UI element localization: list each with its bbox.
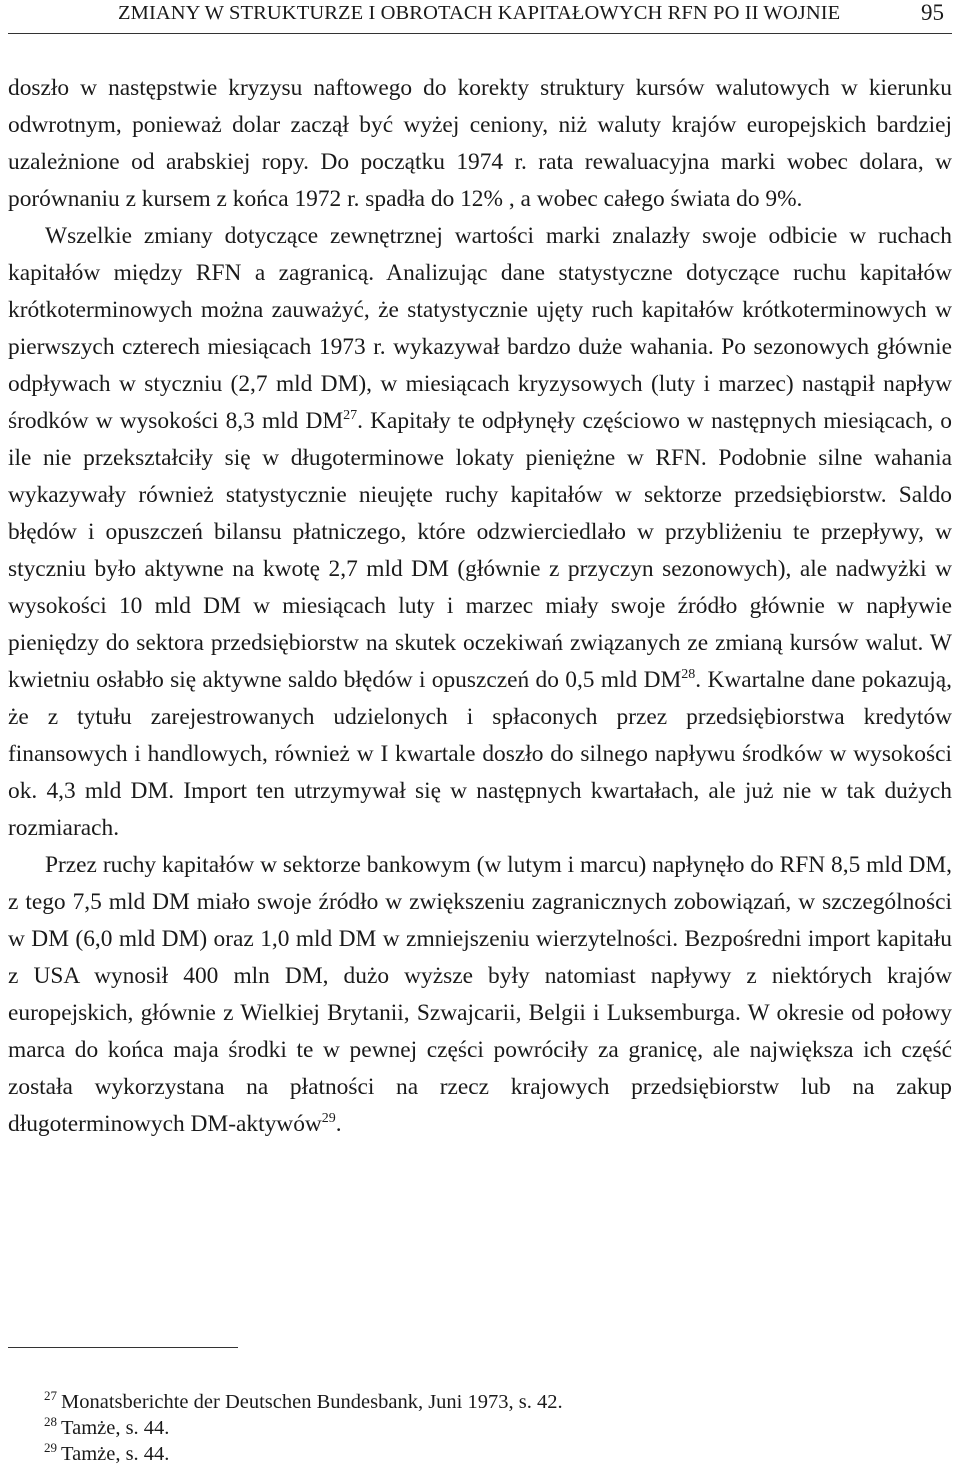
paragraph-2-text-a: Wszelkie zmiany dotyczące zewnętrznej wartości marki znalazły swoje odbicie w ruchach kapitałów między RFN a zagranicą. Analizując dane statystyczne dotyczące ruchu kapitałów krótkoterminowych można zauważyć, że statystycznie ujęty ruch kapitałów krótkoterminowych w pierwszych czterech miesiącach 1973 r. wykazywał bardzo duże wahania. Po sezonowych głównie odpływach w styczniu (2,7 mld DM), w miesiącach kryzysowych (luty i marzec) nastąpił napływ środków w wysokości 8,3 mld DM: [8, 223, 952, 434]
footnote-27: [44, 1389, 563, 1415]
footnote-number: 27: [44, 1388, 57, 1403]
footnote-29: [44, 1441, 563, 1467]
footnote-ref-28[interactable]: 28: [681, 667, 696, 682]
running-title: ZMIANY W STRUKTURZE I OBROTACH KAPITAŁOWYCH RFN PO II WOJNIE: [118, 2, 841, 24]
footnote-text: Monatsberichte der Deutschen Bundesbank, Juni 1973, s. 42.: [61, 1391, 563, 1413]
paragraph-3-text-b: .: [335, 1111, 342, 1137]
body-text: [8, 70, 952, 1143]
footnote-number: 28: [44, 1414, 57, 1429]
paragraph-2-text-b: . Kapitały te odpłynęły częściowo w następnych miesiącach, o ile nie przekształciły się w długoterminowe lokaty pieniężne w RFN. Podobnie silne wahania wykazywały również statystycznie nieujęte ruchy kapitałów w sektorze przedsiębiorstw. Saldo błędów i opuszczeń bilansu płatniczego, które odzwierciedlało w przybliżeniu te przepływy, w styczniu było aktywne na kwotę 2,7 mld DM (głównie z przyczyn sezonowych), ale nadwyżki w wysokości 10 mld DM w miesiącach luty i marzec miały swoje źródło głównie w napływie pieniędzy do sektora przedsiębiorstw na skutek oczekiwań związanych ze zmianą kursów walut. W kwietniu osłabło się aktywne saldo błędów i opuszczeń do 0,5 mld DM: [8, 408, 952, 693]
paragraph-3-text-a: Przez ruchy kapitałów w sektorze bankowym (w lutym i marcu) napłynęło do RFN 8,5 mld DM, z tego 7,5 mld DM miało swoje źródło w zwiększeniu zagranicznych zobowiązań, w szczególności w DM (6,0 mld DM) oraz 1,0 mld DM w zmniejszeniu wierzytelności. Bezpośredni import kapitału z USA wynosił 400 mln DM, dużo wyższe były natomiast napływy z niektórych krajów europejskich, głównie z Wielkiej Brytanii, Szwajcarii, Belgii i Luksemburga. W okresie od połowy marca do końca maja środki te w pewnej części powróciły za granicę, ale największa ich część została wykorzystana na płatności na rzecz krajowych przedsiębiorstw lub na zakup długoterminowych DM-aktywów: [8, 852, 952, 1137]
footnote-number: 29: [44, 1440, 57, 1455]
footnote-text: Tamże, s. 44.: [61, 1417, 170, 1439]
paragraph-1: [8, 70, 952, 218]
footnote-divider: [8, 1347, 238, 1348]
page-number: 95: [921, 0, 944, 25]
paragraph-3: [8, 847, 952, 1143]
paragraph-2-text-c: . Kwartalne dane pokazują, że z tytułu zarejestrowanych udzielonych i spłaconych przez przedsiębiorstwa kredytów finansowych i handlowych, również w I kwartale doszło do silnego napływu środków w wysokości ok. 4,3 mld DM. Import ten utrzymywał się w następnych kwartałach, ale już nie w tak dużych rozmiarach.: [8, 667, 952, 841]
footnote-ref-27[interactable]: 27: [343, 408, 358, 423]
paragraph-2: [8, 218, 952, 847]
footnote-ref-29[interactable]: 29: [321, 1111, 336, 1126]
paragraph-1-text: doszło w następstwie kryzysu naftowego do korekty struktury kursów walutowych w kierunku odwrotnym, ponieważ dolar zaczął być wyżej ceniony, niż waluty krajów europejskich bardziej uzależnione od arabskiej ropy. Do początku 1974 r. rata rewaluacyjna marki wobec dolara, w porównaniu z kursem z końca 1972 r. spadła do 12% , a wobec całego świata do 9%.: [8, 75, 952, 212]
footnote-28: [44, 1415, 563, 1441]
running-header: [8, 0, 952, 34]
footnote-text: Tamże, s. 44.: [61, 1443, 170, 1465]
footnotes: [44, 1389, 563, 1467]
